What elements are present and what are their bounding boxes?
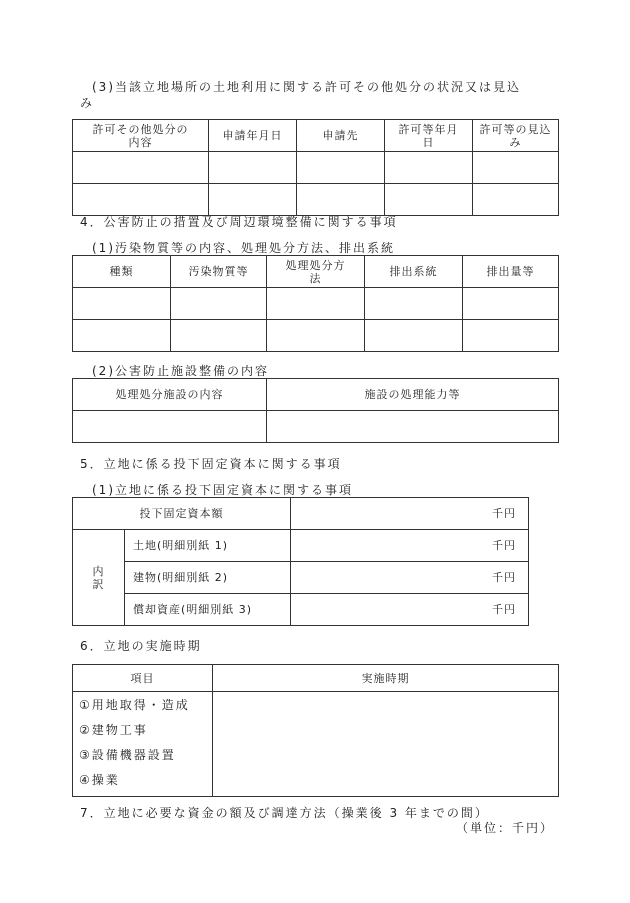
table-cell[interactable] xyxy=(297,184,385,216)
table-cell[interactable] xyxy=(267,320,365,352)
col-header-schedule: 実施時期 xyxy=(213,665,559,692)
breakdown-land-value[interactable]: 千円 xyxy=(291,530,529,562)
col-header-disposition: 許可その他処分の 内容 xyxy=(73,120,209,152)
breakdown-land-label: 土地(明細別紙 1) xyxy=(125,530,291,562)
section-3-heading: (3)当該立地場所の土地利用に関する許可その他処分の状況又は見込 xyxy=(92,80,522,94)
col-header-facility-content: 処理処分施設の内容 xyxy=(73,379,267,411)
breakdown-building-label: 建物(明細別紙 2) xyxy=(125,562,291,594)
table-cell[interactable] xyxy=(385,152,473,184)
total-capital-label: 投下固定資本額 xyxy=(73,498,291,530)
col-header-application-to: 申請先 xyxy=(297,120,385,152)
section-5-1-heading: (1)立地に係る投下固定資本に関する事項 xyxy=(92,483,353,497)
col-header-application-date: 申請年月日 xyxy=(209,120,297,152)
table-cell[interactable] xyxy=(267,411,559,443)
table-cell[interactable] xyxy=(171,288,267,320)
table-row xyxy=(73,152,559,184)
section-4-1-heading: (1)汚染物質等の内容、処理処分方法、排出系統 xyxy=(92,241,395,255)
list-item: ③設備機器設置 xyxy=(79,748,176,762)
table-cell[interactable] xyxy=(73,320,171,352)
table-cell[interactable] xyxy=(73,184,209,216)
section-7-heading: 7．立地に必要な資金の額及び調達方法（操業後 3 年までの間） xyxy=(80,806,489,820)
table-cell[interactable] xyxy=(297,152,385,184)
breakdown-depreciable-value[interactable]: 千円 xyxy=(291,594,529,626)
table-cell[interactable] xyxy=(463,320,559,352)
table-cell[interactable] xyxy=(473,152,559,184)
schedule-timing-cell[interactable] xyxy=(213,692,559,797)
col-header-permit-outlook: 許可等の見込 み xyxy=(473,120,559,152)
section-4-heading: 4．公害防止の措置及び周辺環境整備に関する事項 xyxy=(80,215,398,229)
pollutant-table xyxy=(72,255,559,352)
table-row xyxy=(73,498,529,530)
table-cell[interactable] xyxy=(365,288,463,320)
col-header-facility-capacity: 施設の処理能力等 xyxy=(267,379,559,411)
table-cell[interactable] xyxy=(73,288,171,320)
table-row xyxy=(73,530,529,562)
col-header-permit-date: 許可等年月 日 xyxy=(385,120,473,152)
table-cell[interactable] xyxy=(473,184,559,216)
schedule-items xyxy=(73,692,213,797)
col-header-pollutant: 汚染物質等 xyxy=(171,256,267,288)
list-item: ①用地取得・造成 xyxy=(79,698,190,712)
unit-note: （単位：千円） xyxy=(455,821,554,835)
table-row xyxy=(73,692,559,797)
col-header-discharge-system: 排出系統 xyxy=(365,256,463,288)
table-row xyxy=(73,320,559,352)
fixed-capital-table xyxy=(72,497,529,626)
table-cell[interactable] xyxy=(171,320,267,352)
table-row xyxy=(73,288,559,320)
list-item: ④操業 xyxy=(79,773,120,787)
table-cell[interactable] xyxy=(365,320,463,352)
col-header-discharge-amount: 排出量等 xyxy=(463,256,559,288)
table-row xyxy=(73,594,529,626)
section-3-heading-continued: み xyxy=(80,96,95,110)
pollution-facility-table xyxy=(72,378,559,443)
breakdown-depreciable-label: 償却資産(明細別紙 3) xyxy=(125,594,291,626)
table-row xyxy=(73,184,559,216)
table-cell[interactable] xyxy=(463,288,559,320)
breakdown-building-value[interactable]: 千円 xyxy=(291,562,529,594)
table-cell[interactable] xyxy=(209,152,297,184)
schedule-table xyxy=(72,664,559,797)
section-6-heading: 6．立地の実施時期 xyxy=(80,639,202,653)
total-capital-value[interactable]: 千円 xyxy=(291,498,529,530)
col-header-item: 項目 xyxy=(73,665,213,692)
table-cell[interactable] xyxy=(73,152,209,184)
permit-status-table xyxy=(72,119,559,216)
table-cell[interactable] xyxy=(385,184,473,216)
table-cell[interactable] xyxy=(73,411,267,443)
list-item: ②建物工事 xyxy=(79,723,148,737)
table-cell[interactable] xyxy=(209,184,297,216)
table-row xyxy=(73,562,529,594)
table-row xyxy=(73,411,559,443)
breakdown-label: 内 訳 xyxy=(73,530,125,626)
col-header-treatment-method: 処理処分方 法 xyxy=(267,256,365,288)
section-4-2-heading: (2)公害防止施設整備の内容 xyxy=(92,364,269,378)
col-header-type: 種類 xyxy=(73,256,171,288)
section-5-heading: 5．立地に係る投下固定資本に関する事項 xyxy=(80,457,342,471)
table-cell[interactable] xyxy=(267,288,365,320)
